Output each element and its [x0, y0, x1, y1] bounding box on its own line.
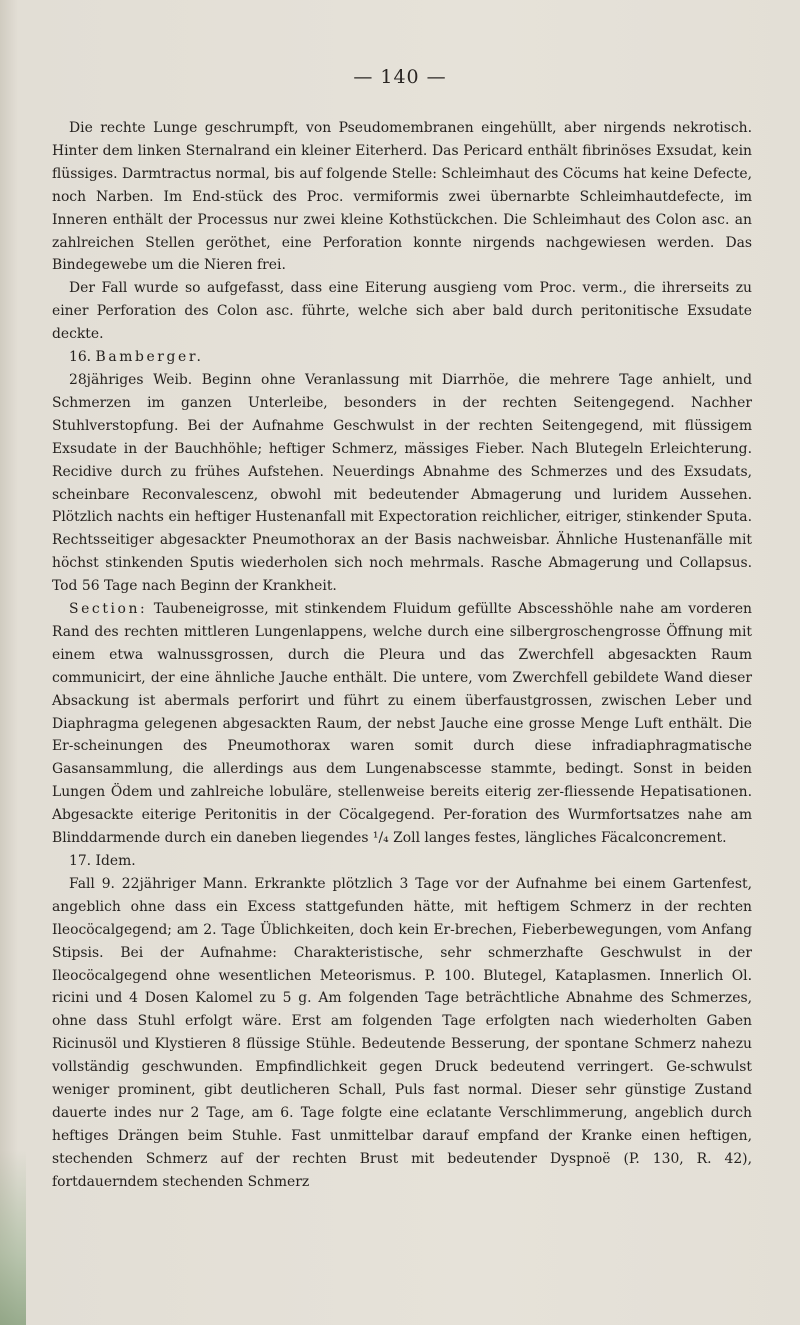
section-text: Taubeneigrosse, mit stinkendem Fluidum gefüllte Abscesshöhle nahe am vorderen Rand des rechten mittleren Lungenlappens, welche durch eine silbergroschengrosse Öffnung mit einem etwa walnussgrossen, durch die Pleura und das Zwerchfell abgesackten Raum communicirt, der eine ähnliche Jauche enthält. Die untere, vom Zwerchfell gebildete Wand dieser Absackung ist abermals perforirt und führt zu einem überfaustgrossen, zwischen Leber und Diaphragma gelegenen abgesackten Raum, der nebst Jauche eine grosse Menge Luft enthält. Die Er-scheinungen des Pneumothorax waren somit durch diese infradiaphragmatische Gasansammlung, die allerdings aus dem Lungenabscesse stammte, bedingt. Sonst in beiden Lungen Ödem und zahlreiche lobuläre, stellenweise bereits eiterig zer-fliessende Hepatisationen. Abgesackte eiterige Peritonitis in der Cöcalgegend. Per-foration des Wurmfortsatzes nahe am Blinddarmende durch ein daneben liegendes ¹/₄ Zoll langes festes, längliches Fäcalconcrement.: [52, 601, 752, 847]
body-text: [52, 117, 752, 1194]
section-paragraph: [52, 598, 752, 850]
case-author: Idem.: [95, 853, 136, 869]
case-heading: [52, 346, 752, 369]
section-label: Section:: [69, 601, 148, 618]
case-heading: [52, 850, 752, 873]
case-number: 16.: [69, 349, 92, 366]
page-number: — 140 —: [353, 66, 447, 88]
paragraph: 28jähriges Weib. Beginn ohne Veranlassung mit Diarrhöe, die mehrere Tage anhielt, und Schmerzen im ganzen Unterleibe, besonders in der rechten Seitengegend. Nachher Stuhlverstopfung. Bei der Aufnahme Geschwulst in der rechten Seitengegend, mit flüssigem Exsudate in der Bauchhöhle; heftiger Schmerz, mässiges Fieber. Nach Blutegeln Erleichterung. Recidive durch zu frühes Aufstehen. Neuerdings Abnahme des Schmerzes und des Exsudats, scheinbare Reconvalescenz, obwohl mit bedeutender Abmagerung und luridem Aussehen. Plötzlich nachts ein heftiger Hustenanfall mit Expectoration reichlicher, eitriger, stinkender Sputa. Rechtsseitiger abgesackter Pneumothorax an der Basis nachweisbar. Ähnliche Hustenanfälle mit höchst stinkenden Sputis wiederholen sich noch mehrmals. Rasche Abmagerung und Collapsus. Tod 56 Tage nach Beginn der Krankheit.: [52, 371, 752, 595]
paragraph: Der Fall wurde so aufgefasst, dass eine Eiterung ausgieng vom Proc. verm., die ihrerseits zu einer Perforation des Colon asc. führte, welche sich aber bald durch peritonitische Exsudate deckte.: [52, 280, 752, 343]
page-edge-stain: [0, 1150, 26, 1325]
case-number: 17.: [69, 853, 92, 869]
paragraph: Die rechte Lunge geschrumpft, von Pseudomembranen eingehüllt, aber nirgends nekrotisch. Hinter dem linken Sternalrand ein kleiner Eiterherd. Das Pericard enthält fibrinöses Exsudat, kein flüssiges. Darmtractus normal, bis auf folgende Stelle: Schleimhaut des Cöcums hat keine Defecte, noch Narben. Im End-stück des Proc. vermiformis zwei übernarbte Schleimhautdefecte, im Inneren enthält der Processus nur zwei kleine Kothstückchen. Die Schleimhaut des Colon asc. an zahlreichen Stellen geröthet, eine Perforation konnte nirgends nachgewiesen werden. Das Bindegewebe um die Nieren frei.: [52, 120, 752, 274]
case-author: Bamberger.: [95, 349, 204, 366]
paragraph: Fall 9. 22jähriger Mann. Erkrankte plötzlich 3 Tage vor der Aufnahme bei einem Gartenfest, angeblich ohne dass ein Excess stattgefunden hätte, mit heftigem Schmerz in der rechten Ileocöcalgegend; am 2. Tage Üblichkeiten, doch kein Er-brechen, Fieberbewegungen, vom Anfang Stipsis. Bei der Aufnahme: Charakteristische, sehr schmerzhafte Geschwulst in der Ileocöcalgegend ohne wesentlichen Meteorismus. P. 100. Blutegel, Kataplasmen. Innerlich Ol. ricini und 4 Dosen Kalomel zu 5 g. Am folgenden Tage beträchtliche Abnahme des Schmerzes, ohne dass Stuhl erfolgt wäre. Erst am folgenden Tage erfolgten nach wiederholten Gaben Ricinusöl und Klystieren 8 flüssige Stühle. Bedeutende Besserung, der spontane Schmerz nahezu vollständig geschwunden. Empfindlichkeit gegen Druck bedeutend verringert. Ge-schwulst weniger prominent, gibt deutlicheren Schall, Puls fast normal. Dieser sehr günstige Zustand dauerte indes nur 2 Tage, am 6. Tage folgte eine eclatante Verschlimmerung, angeblich durch heftiges Drängen beim Stuhle. Fast unmittelbar darauf empfand der Kranke einen heftigen, stechenden Schmerz auf der rechten Brust mit bedeutender Dyspnoë (P. 130, R. 42), fortdauerndem stechenden Schmerz: [52, 875, 752, 1190]
